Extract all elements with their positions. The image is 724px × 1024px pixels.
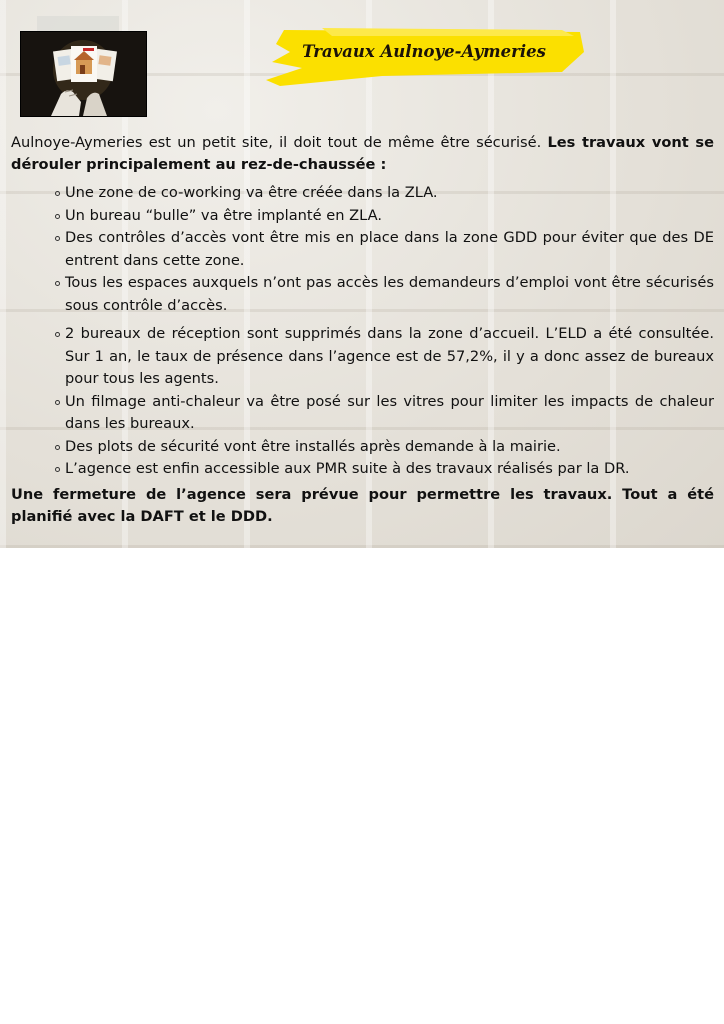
list-item: 2 bureaux de réception sont supprimés dans la zone d’accueil. L’ELD a été consultée. Sur 1 an, le taux de présence dans l’agence est de 57,2%, il y a donc assez de bureaux pour tous les agents. (11, 323, 714, 391)
bullet-icon (55, 445, 60, 450)
list-item: Un bureau “bulle” va être implanté en ZLA. (11, 205, 714, 228)
title-banner (262, 22, 586, 88)
house-plans-image (20, 31, 147, 117)
body-text (11, 132, 714, 528)
intro-plain: Aulnoye-Aymeries est un petit site, il doit tout de même être sécurisé. (11, 134, 548, 151)
bullet-icon (55, 191, 60, 196)
list-item: L’agence est enfin accessible aux PMR suite à des travaux réalisés par la DR. (11, 458, 714, 481)
list-item: Un filmage anti-chaleur va être posé sur les vitres pour limiter les impacts de chaleur dans les bureaux. (11, 391, 714, 436)
list-item: Des plots de sécurité vont être installés après demande à la mairie. (11, 436, 714, 459)
intro-bold: Les travaux vont se dérouler principalement au rez-de-chaussée : (11, 134, 714, 173)
page-title: Travaux Aulnoye-Aymeries (302, 42, 546, 61)
closing-paragraph: Une fermeture de l’agence sera prévue pour permettre les travaux. Tout a été planifié avec la DAFT et le DDD. (11, 485, 714, 525)
bullet-icon (55, 400, 60, 405)
bullet-icon (55, 332, 60, 337)
bullet-icon (55, 214, 60, 219)
bullet-icon (55, 281, 60, 286)
list-item: Une zone de co-working va être créée dans la ZLA. (11, 182, 714, 205)
bullet-icon (55, 236, 60, 241)
intro-paragraph (11, 132, 714, 176)
list-item: Des contrôles d’accès vont être mis en place dans la zone GDD pour éviter que des DE entrent dans cette zone. (11, 227, 714, 272)
tape-strip (37, 16, 119, 32)
bullet-icon (55, 467, 60, 472)
house-plans-icon (21, 32, 146, 116)
works-list (11, 182, 714, 481)
list-item: Tous les espaces auxquels n’ont pas accès les demandeurs d’emploi vont être sécurisés sous contrôle d’accès. (11, 272, 714, 317)
